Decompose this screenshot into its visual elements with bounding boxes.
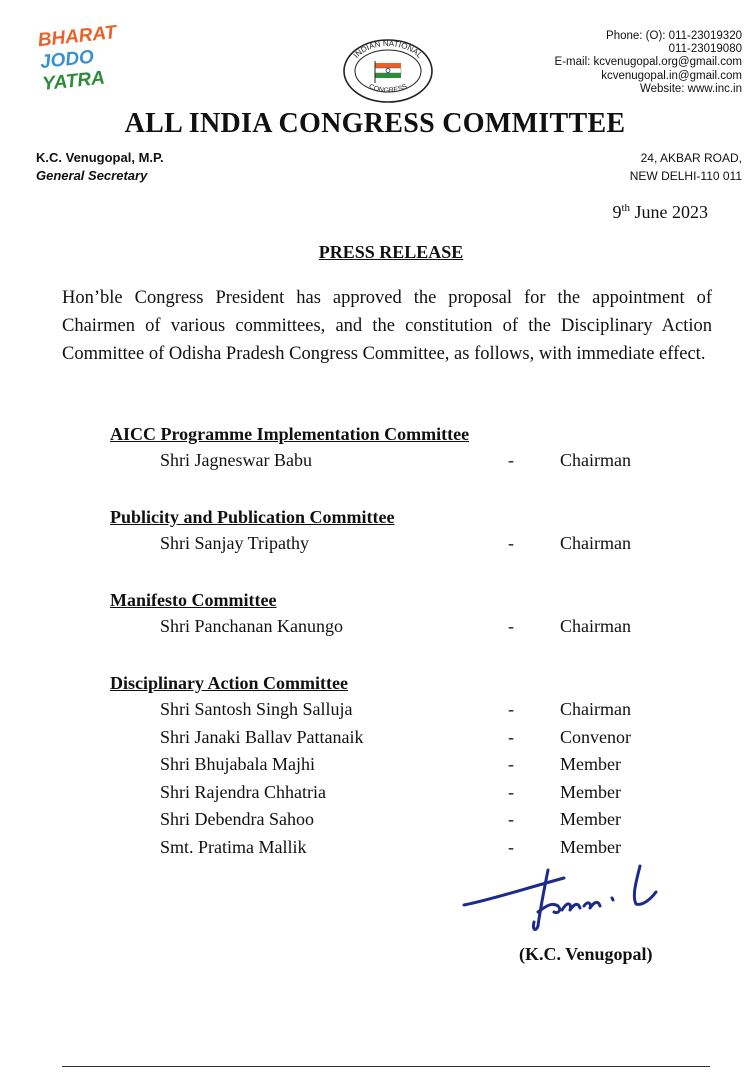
member-name: Shri Sanjay Tripathy <box>160 533 310 553</box>
document-date <box>612 202 708 223</box>
address-line-2: NEW DELHI-110 011 <box>629 169 742 183</box>
member-name: Shri Panchanan Kanungo <box>160 616 343 636</box>
member-row <box>110 751 690 779</box>
committee-section <box>110 587 690 641</box>
committee-section <box>110 504 690 558</box>
member-row <box>110 613 690 641</box>
organization-title: ALL INDIA CONGRESS COMMITTEE <box>124 108 626 139</box>
member-name: Shri Janaki Ballav Pattanaik <box>160 726 364 747</box>
member-row <box>110 779 690 807</box>
contact-email-1: E-mail: kcvenugopal.org@gmail.com <box>554 56 742 69</box>
member-position: Member <box>560 754 621 774</box>
logo-line-bharat: BHARAT <box>36 22 118 52</box>
member-position: Member <box>560 781 621 802</box>
member-row <box>110 834 690 862</box>
member-dash: - <box>508 781 514 802</box>
member-name: Smt. Pratima Mallik <box>160 836 307 857</box>
committee-title: AICC Programme Implementation Committee <box>110 424 470 444</box>
contact-phone-1: Phone: (O): 011-23019320 <box>606 30 742 42</box>
contact-email-2: kcvenugopal.in@gmail.com <box>601 69 742 82</box>
congress-emblem-icon <box>342 38 434 104</box>
date-day: 9 <box>612 202 622 222</box>
committee-section <box>110 421 690 475</box>
emblem-bottom-text: CONGRESS <box>367 83 409 95</box>
bharat-jodo-yatra-logo <box>37 22 123 96</box>
member-position: Convenor <box>560 726 631 747</box>
logo-line-jodo: JODO <box>39 46 95 74</box>
member-dash: - <box>508 836 514 857</box>
member-name: Shri Santosh Singh Salluja <box>160 699 353 719</box>
member-row <box>110 806 690 834</box>
member-dash: - <box>508 533 514 553</box>
footer-divider <box>62 1066 710 1067</box>
member-position: Member <box>560 836 621 857</box>
member-name: Shri Rajendra Chhatria <box>160 781 326 802</box>
contact-phone-2: 011-23019080 <box>668 43 742 56</box>
press-release-title: PRESS RELEASE <box>318 242 464 262</box>
address-block <box>630 149 742 185</box>
signatory-name: (K.C. Venugopal) <box>519 944 653 964</box>
committee-section <box>110 670 690 861</box>
press-release-body: Hon’ble Congress President has approved the proposal for the appointment of Chairmen of various committees, and the constitution of the Disciplinary Action Committee of Odisha Pradesh Congress Committee, as follows, with immediate effect. <box>62 288 712 364</box>
date-rest: June 2023 <box>630 202 708 222</box>
committee-title: Disciplinary Action Committee <box>110 673 348 693</box>
committee-title: Publicity and Publication Committee <box>110 507 395 527</box>
member-dash: - <box>508 726 514 747</box>
member-dash: - <box>508 809 514 829</box>
member-dash: - <box>508 616 514 636</box>
committee-title: Manifesto Committee <box>110 590 277 610</box>
contact-website: Website: www.inc.in <box>639 82 742 95</box>
member-position: Chairman <box>560 699 631 719</box>
member-name: Shri Bhujabala Majhi <box>160 754 315 774</box>
member-position: Chairman <box>560 450 631 470</box>
member-dash: - <box>508 699 514 719</box>
member-position: Chairman <box>560 616 631 636</box>
date-suffix: th <box>621 202 630 214</box>
emblem-top-text: INDIAN NATIONAL <box>351 38 425 60</box>
address-line-1: 24, AKBAR ROAD, <box>640 151 742 165</box>
member-position: Chairman <box>560 533 631 553</box>
member-dash: - <box>508 754 514 774</box>
member-row <box>110 447 690 475</box>
member-name: Shri Debendra Sahoo <box>160 809 314 829</box>
member-row <box>110 530 690 558</box>
member-position: Member <box>560 809 621 829</box>
member-name: Shri Jagneswar Babu <box>160 450 312 470</box>
contact-block <box>555 30 742 96</box>
member-row <box>110 696 690 724</box>
logo-line-yatra: YATRA <box>41 67 106 96</box>
sender-role: General Secretary <box>36 168 148 183</box>
sender-name: K.C. Venugopal, M.P. <box>36 150 164 165</box>
sender-block <box>36 149 164 185</box>
member-row <box>110 724 690 752</box>
member-dash: - <box>508 450 514 470</box>
handwritten-signature <box>460 860 670 935</box>
